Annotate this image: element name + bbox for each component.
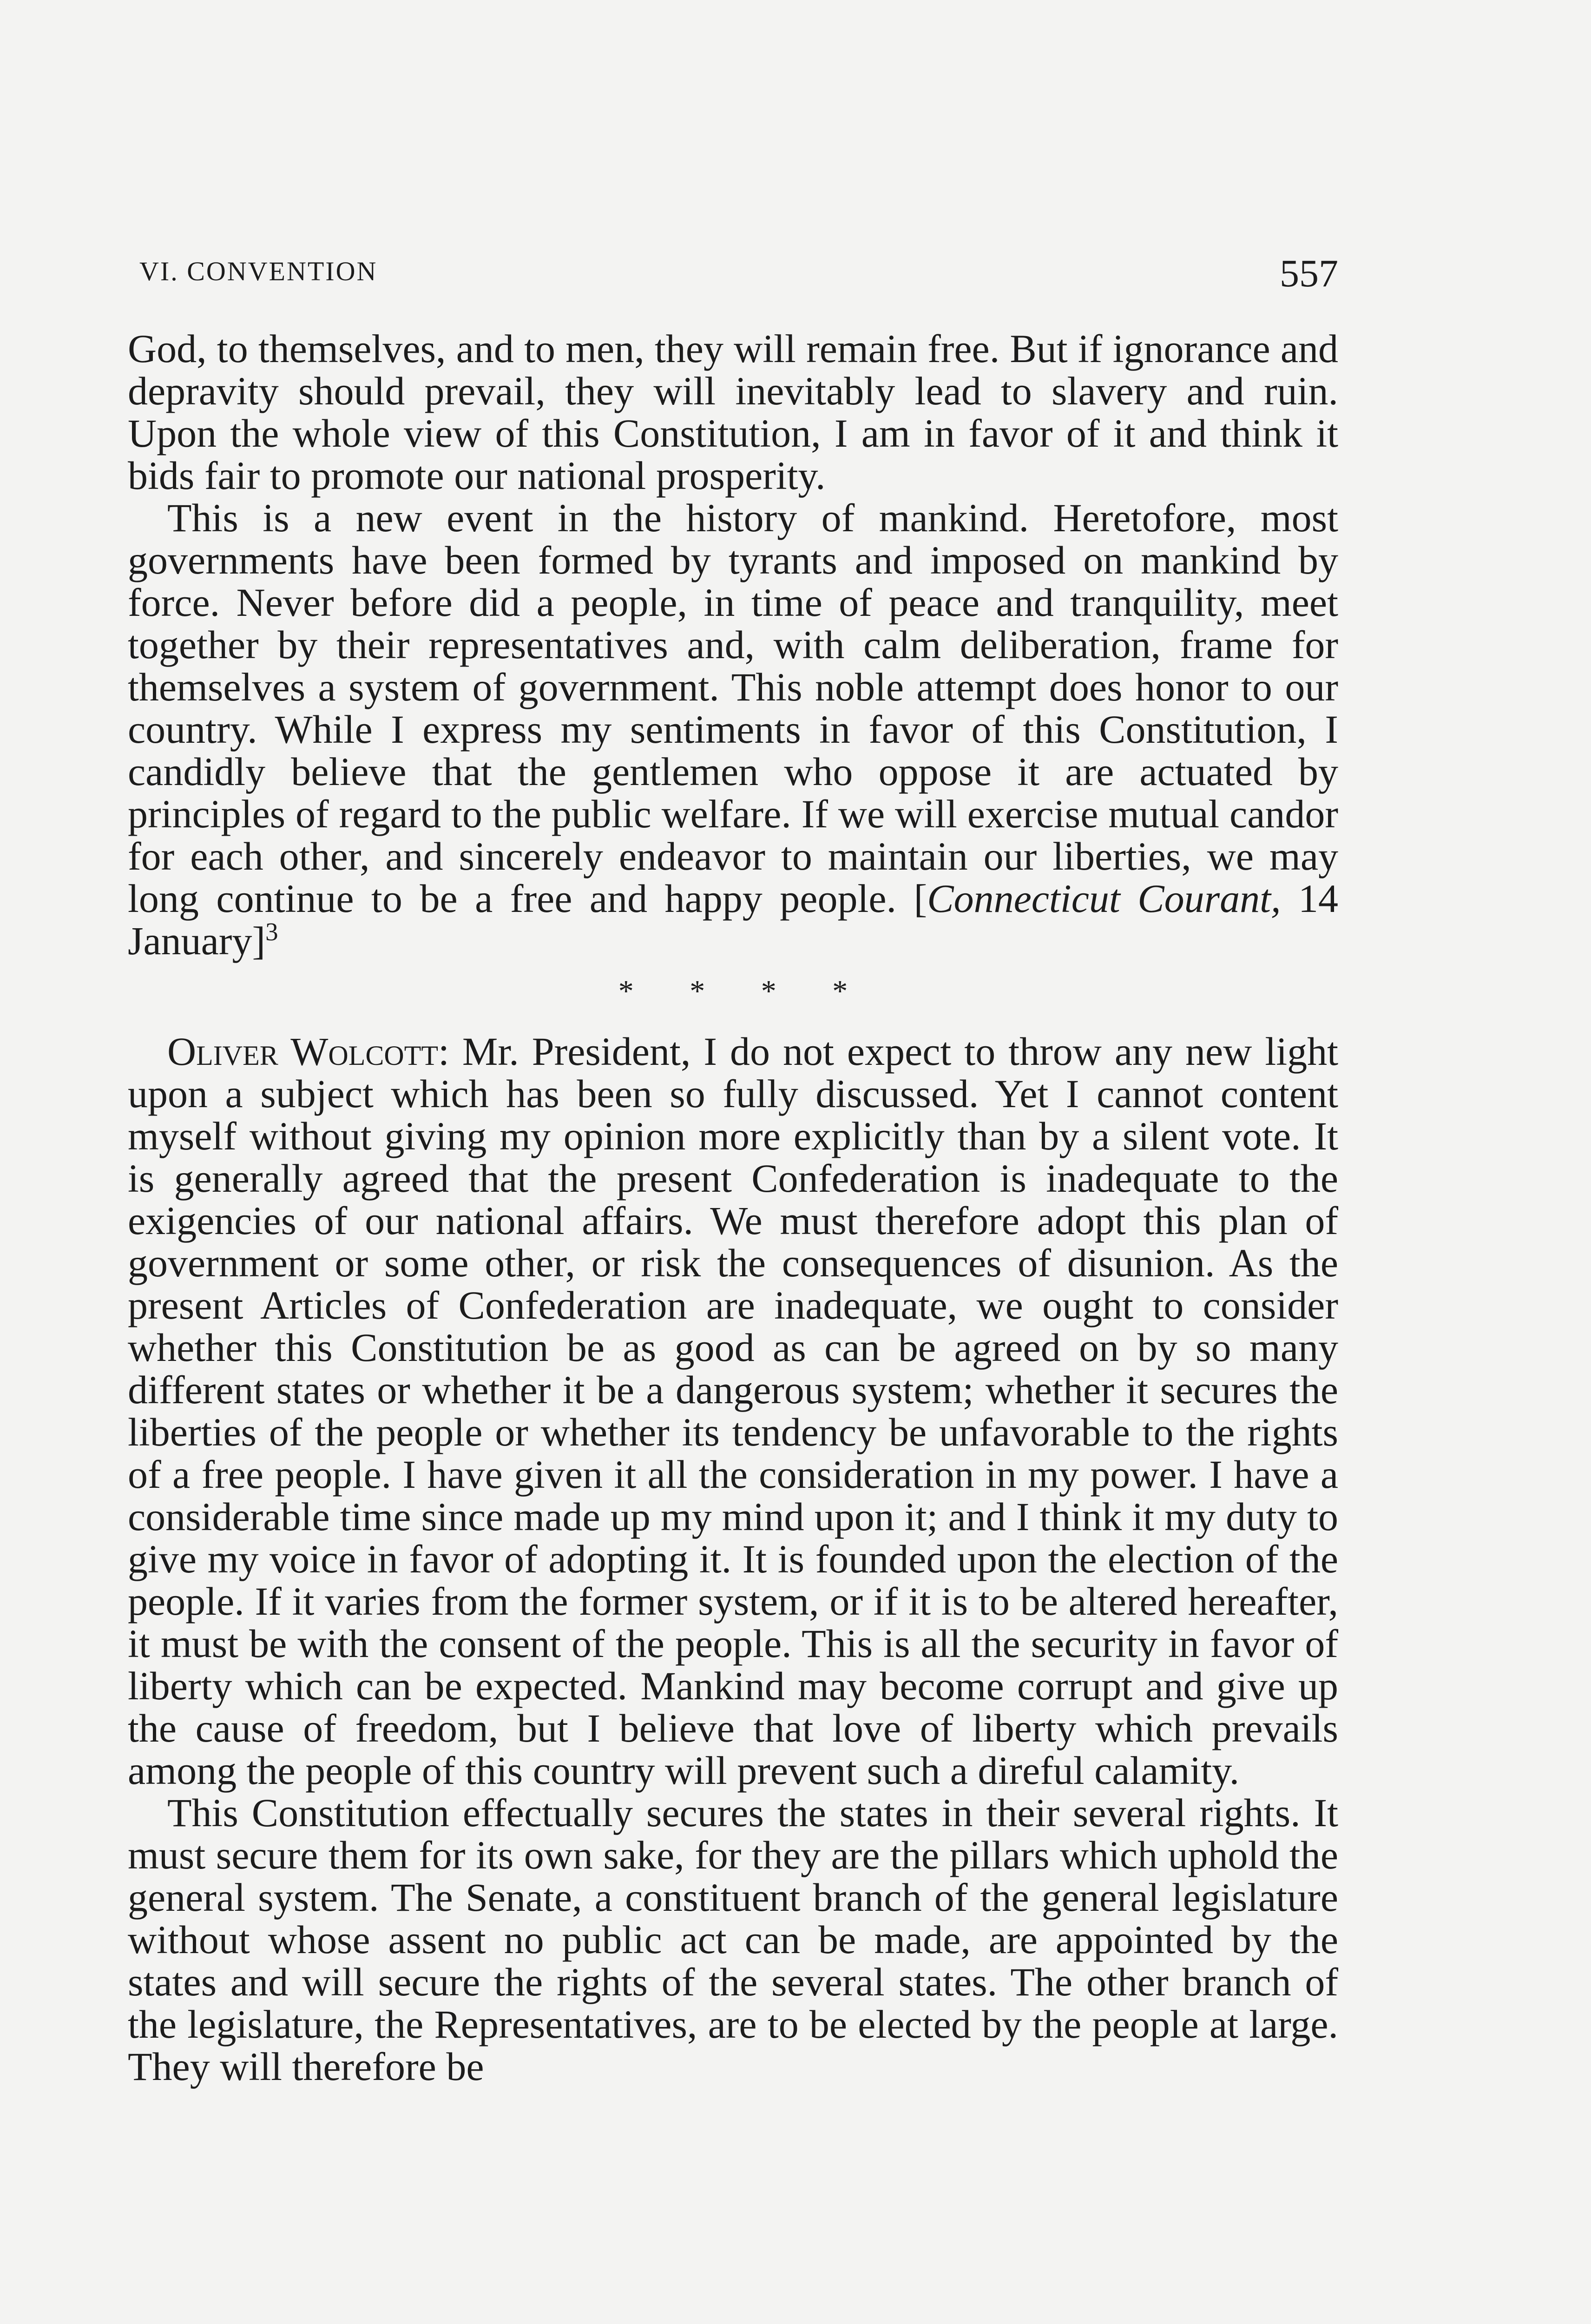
citation-open: [ (914, 876, 927, 921)
paragraph-wolcott-speech (128, 1030, 1338, 1792)
paragraph-new-event (128, 497, 1338, 962)
speaker-name: Oliver Wolcott: (167, 1029, 449, 1074)
citation-source: Connecticut Courant, (927, 876, 1281, 921)
paragraph-wolcott-speech-text: Mr. President, I do not expect to throw any new light upon a subject which has been so fully discussed. Yet I cannot content myself without giving my opinion more explicitly than by a silent vote. It is generally agreed that the present Confederation is inadequate to the exigencies of our national affairs. We must therefore adopt this plan of government or some other, or risk the consequences of disunion. As the present Articles of Confederation are inadequate, we ought to consider whether this Constitution be as good as can be agreed on by so many different states or whether it be a dangerous system; whether it secures the liberties of the people or whether its tendency be unfavorable to the rights of a free people. I have given it all the consideration in my power. I have a considerable time since made up my mind upon it; and I think it my duty to give my voice in favor of adopting it. It is founded upon the election of the people. If it varies from the former system, or if it is to be altered hereafter, it must be with the consent of the people. This is all the security in favor of liberty which can be expected. Mankind may become corrupt and give up the cause of freedom, but I believe that love of liberty which prevails among the people of this country will prevent such a direful calamity. (128, 1029, 1338, 1793)
running-head: VI. CONVENTION (139, 256, 378, 286)
section-separator: * * * * (618, 974, 872, 1008)
footnote-reference: 3 (265, 918, 278, 946)
page-header (139, 251, 1338, 302)
page-number: 557 (1280, 252, 1338, 295)
body-text (128, 328, 1338, 2088)
citation-date: 14 January] (128, 876, 1339, 963)
paragraph-continuation: God, to themselves, and to men, they will remain free. But if ignorance and depravity should prevail, they will inevitably lead to slavery and ruin. Upon the whole view of this Constitution, I am in favor of it and think it bids fair to promote our national prosperity. (128, 326, 1338, 498)
paragraph-new-event-text: This is a new event in the history of mankind. Heretofore, most governments have been formed by tyrants and imposed on mankind by force. Never before did a people, in time of peace and tranquility, meet together by their representatives and, with calm deliberation, frame for themselves a system of government. This noble attempt does honor to our country. While I express my sentiments in favor of this Constitution, I candidly believe that the gentlemen who oppose it are actuated by principles of regard to the public welfare. If we will exercise mutual candor for each other, and sincerely endeavor to maintain our liberties, we may long continue to be a free and happy people. (128, 495, 1338, 921)
paragraph-states-rights: This Constitution effectually secures the states in their several rights. It must secure them for its own sake, for they are the pillars which uphold the general system. The Senate, a constituent branch of the general legislature without whose assent no public act can be made, are appointed by the states and will secure the rights of the several states. The other branch of the legislature, the Representatives, are to be elected by the people at large. They will therefore be (128, 1790, 1338, 2089)
